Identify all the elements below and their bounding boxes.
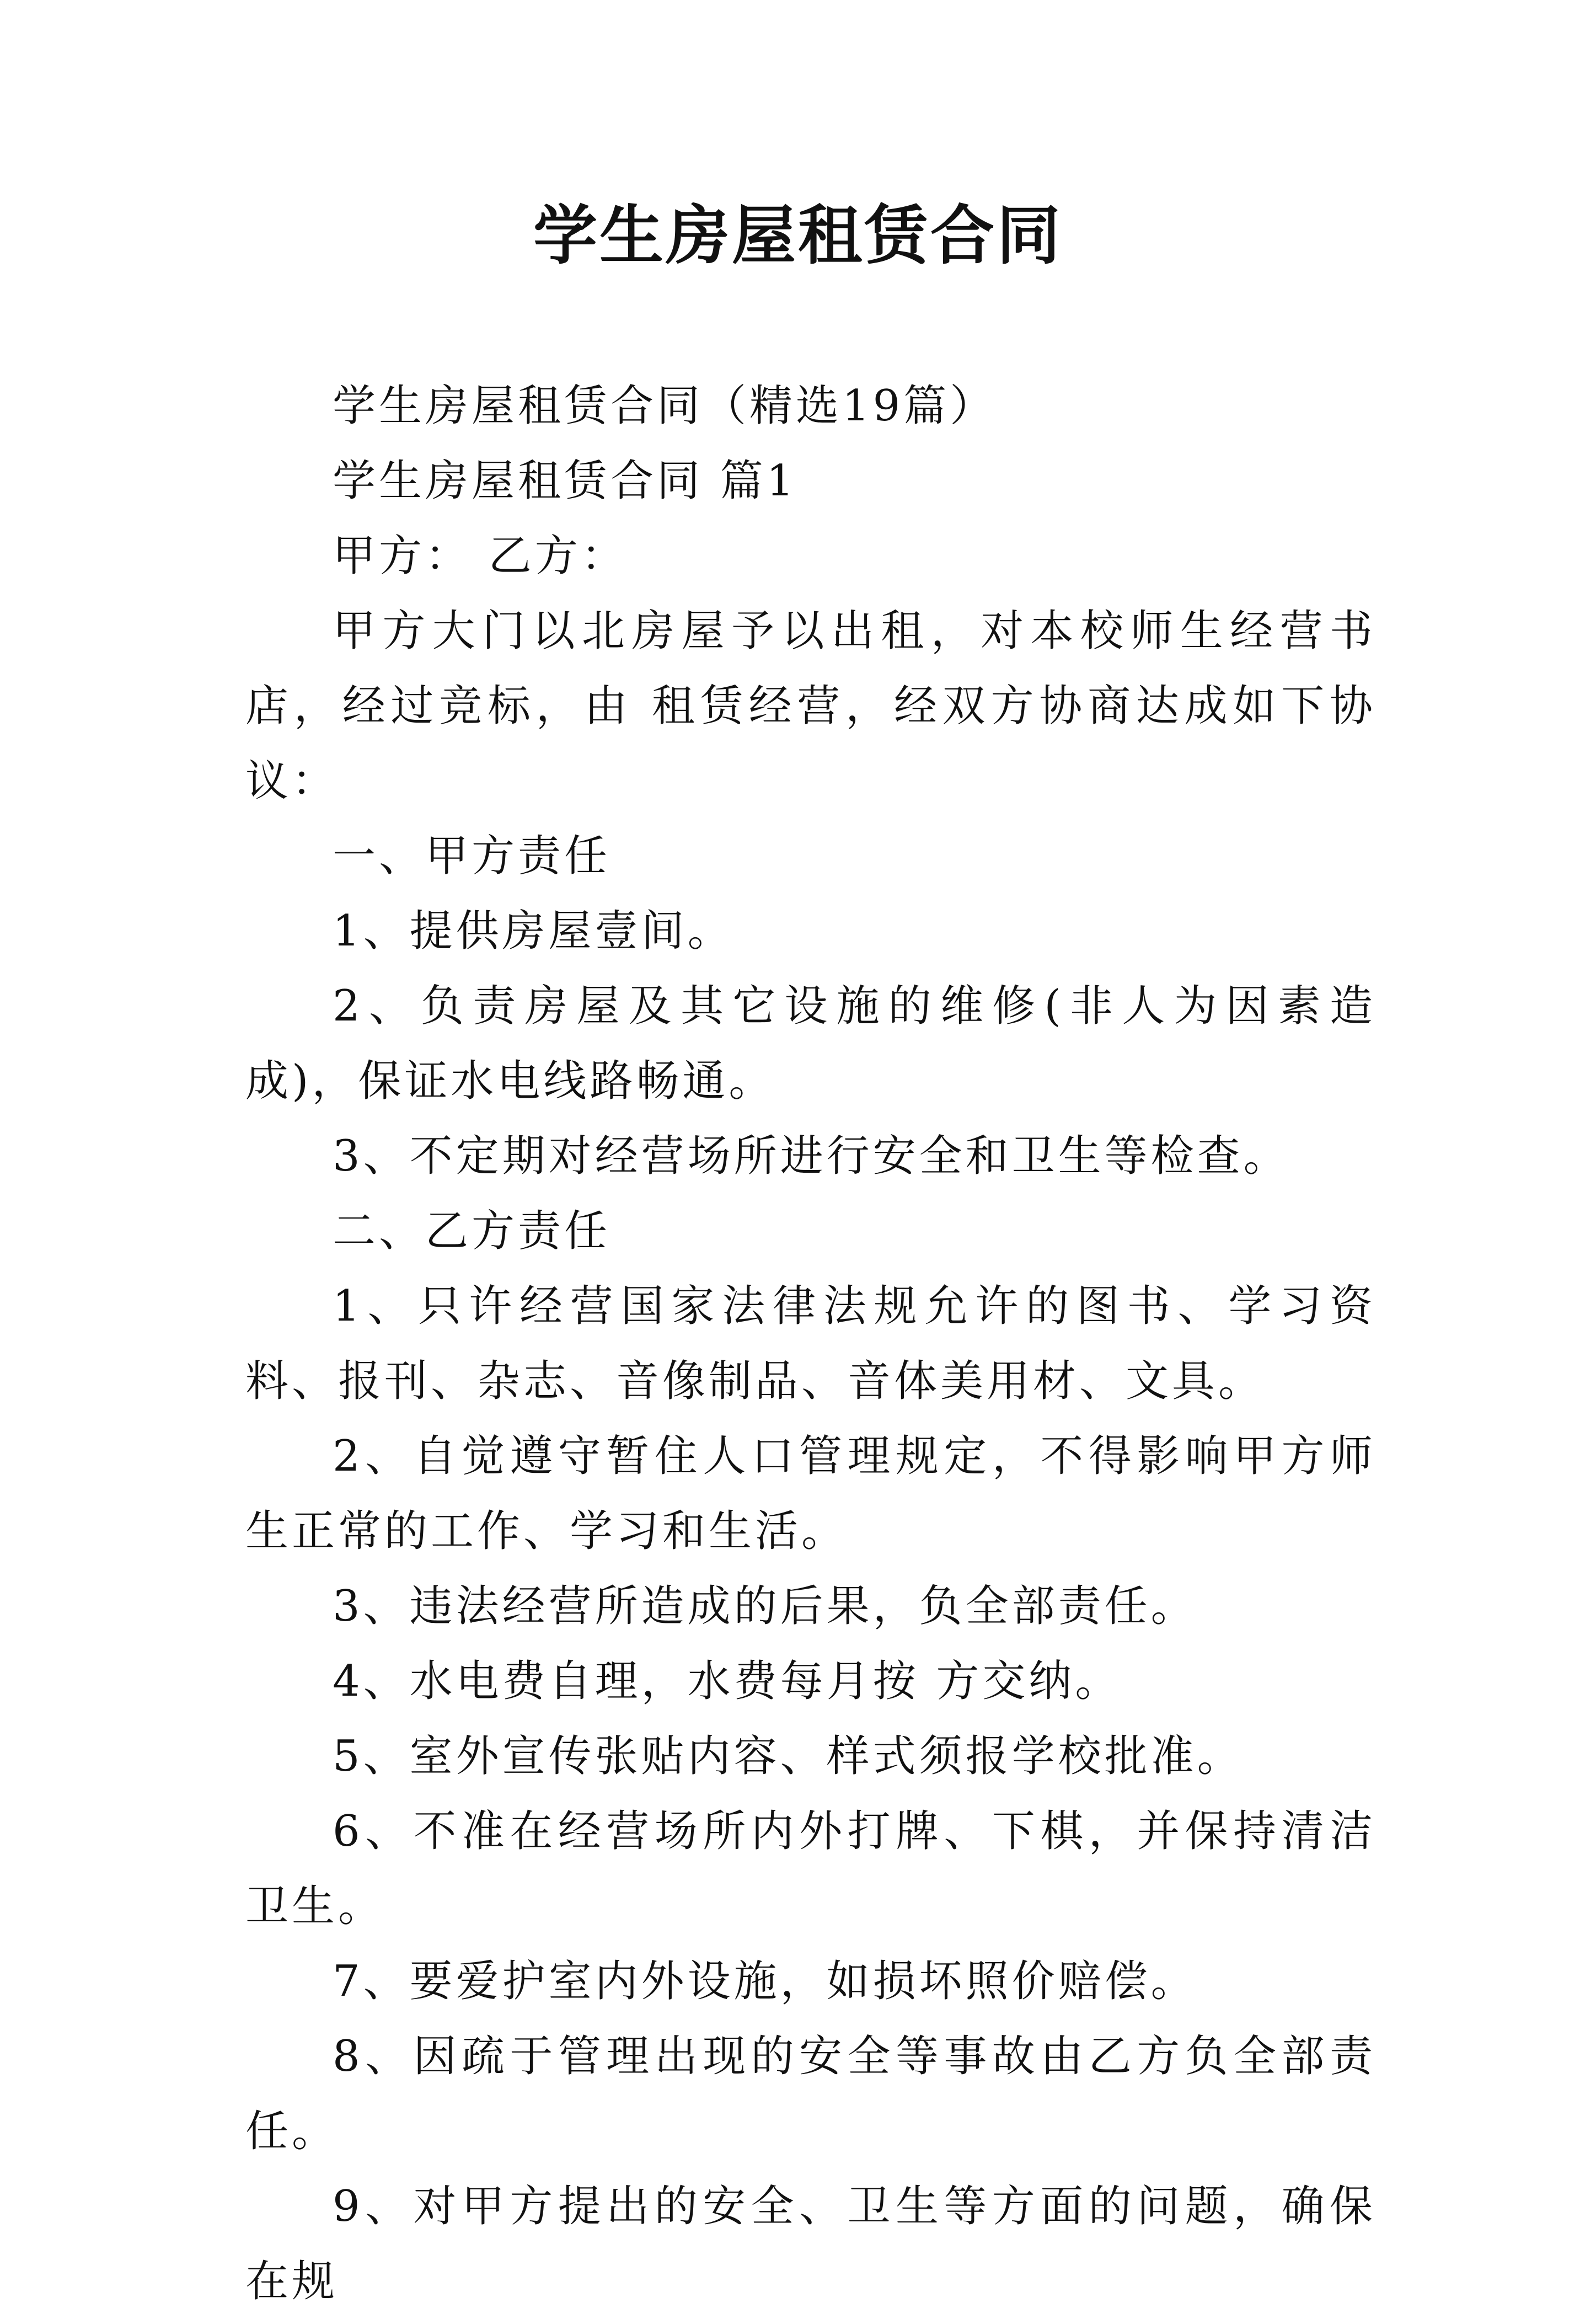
paragraph-intro: 甲方大门以北房屋予以出租，对本校师生经营书店，经过竞标，由 租赁经营，经双方协商达成如下协议： [245, 606, 1376, 806]
paragraph-section-heading: 学生房屋租赁合同 篇1 [333, 456, 797, 506]
paragraph-party-a-heading: 一、甲方责任 [333, 831, 611, 881]
document-body [245, 368, 1376, 2319]
paragraph-party-b-item-7: 7、要爱护室内外设施，如损坏照价赔偿。 [333, 1957, 1197, 2006]
paragraph-party-b-item-4: 4、水电费自理，水费每月按 方交纳。 [333, 1657, 1122, 1706]
paragraph-party-b-heading: 二、乙方责任 [333, 1206, 611, 1256]
paragraph-party-a-item-1: 1、提供房屋壹间。 [333, 906, 734, 956]
paragraph-parties: 甲方： 乙方： [333, 531, 628, 581]
paragraph-party-b-item-3: 3、违法经营所造成的后果，负全部责任。 [333, 1581, 1197, 1631]
paragraph-party-b-item-9: 9、对甲方提出的安全、卫生等方面的问题，确保在规 [245, 2182, 1376, 2306]
paragraph-party-a-item-3: 3、不定期对经营场所进行安全和卫生等检查。 [333, 1131, 1290, 1181]
document-title: 学生房屋租赁合同 [533, 198, 1063, 273]
paragraph-party-b-item-5: 5、室外宣传张贴内容、样式须报学校批准。 [333, 1732, 1244, 1781]
paragraph-party-b-item-6: 6、不准在经营场所内外打牌、下棋，并保持清洁卫生。 [245, 1807, 1376, 1931]
paragraph-party-b-item-8: 8、因疏于管理出现的安全等事故由乙方负全部责任。 [245, 2032, 1376, 2156]
paragraph-party-b-item-1: 1、只许经营国家法律法规允许的图书、学习资料、报刊、杂志、音像制品、音体美用材、文具。 [245, 1281, 1376, 1406]
paragraph-subtitle: 学生房屋租赁合同（精选19篇） [333, 381, 997, 431]
paragraph-party-a-item-2: 2、负责房屋及其它设施的维修(非人为因素造成)，保证水电线路畅通。 [245, 981, 1376, 1106]
paragraph-party-b-item-2: 2、自觉遵守暂住人口管理规定，不得影响甲方师生正常的工作、学习和生活。 [245, 1431, 1376, 1556]
